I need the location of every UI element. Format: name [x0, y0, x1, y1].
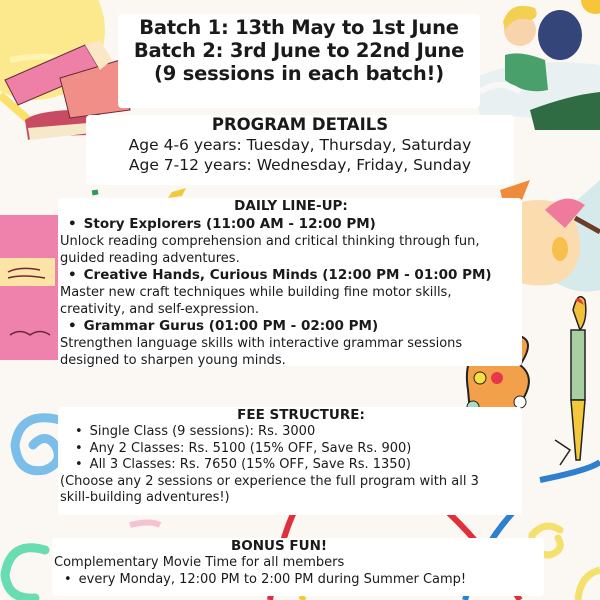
lineup-item-desc: Master new craft techniques while building fine motor skills,: [60, 285, 452, 300]
fee-item: • All 3 Classes: Rs. 7650 (15% OFF, Save Rs. 1350): [60, 457, 522, 474]
kid-reading-icon: [470, 6, 600, 130]
lineup-item-desc: Unlock reading comprehension and critical thinking through fun,: [60, 234, 480, 249]
lineup-item-title: • Grammar Gurus (01:00 PM - 02:00 PM): [60, 318, 522, 335]
schedule-age-4-6: Age 4-6 years: Tuesday, Thursday, Saturday: [128, 136, 472, 154]
fee-item: • Single Class (9 sessions): Rs. 3000: [60, 424, 522, 441]
fee-note: (Choose any 2 sessions or experience the full program with all 3: [60, 473, 479, 489]
program-details-title: PROGRAM DETAILS: [211, 115, 389, 134]
lineup-item-desc: designed to sharpen young minds.: [60, 353, 286, 368]
journal-icon: [0, 215, 60, 360]
lineup-item: [60, 318, 522, 369]
fee-note: skill-building adventures!): [60, 490, 230, 505]
schedule-age-7-12: Age 7-12 years: Wednesday, Friday, Sunday: [128, 156, 472, 174]
daily-lineup-title: DAILY LINE-UP:: [234, 198, 348, 214]
lineup-item-title: • Creative Hands, Curious Minds (12:00 PM - 01:00 PM): [60, 267, 522, 284]
fee-structure-title: FEE STRUCTURE:: [237, 407, 365, 423]
sessions-note: (9 sessions in each batch!): [154, 62, 444, 85]
lineup-item: [60, 267, 522, 318]
lineup-item: [60, 216, 522, 267]
swirl-green: [5, 548, 45, 598]
lineup-item-desc: Strengthen language skills with interactive grammar sessions: [60, 336, 463, 351]
bonus-line: Complementary Movie Time for all members: [54, 555, 345, 570]
bonus-fun: [52, 538, 544, 596]
lineup-item-title: • Story Explorers (11:00 AM - 12:00 PM): [60, 216, 522, 233]
fee-item: • Any 2 Classes: Rs. 5100 (15% OFF, Save Rs. 900): [60, 441, 522, 458]
batch-2-dates: Batch 2: 3rd June to 22nd June: [133, 39, 465, 62]
daily-lineup: [58, 198, 522, 366]
swirl-blue: [15, 418, 60, 471]
bonus-fun-title: BONUS FUN!: [230, 538, 328, 554]
program-details: [86, 115, 514, 185]
bonus-item: • every Monday, 12:00 PM to 2:00 PM during Summer Camp!: [54, 572, 544, 589]
batch-1-dates: Batch 1: 13th May to 1st June: [139, 16, 459, 39]
lineup-item-desc: creativity, and self-expression.: [60, 302, 260, 317]
batch-dates-box: [118, 14, 480, 108]
fee-structure: [58, 407, 522, 515]
lineup-item-desc: guided reading adventures.: [60, 251, 240, 266]
paintbrush-character-icon: [555, 297, 586, 465]
